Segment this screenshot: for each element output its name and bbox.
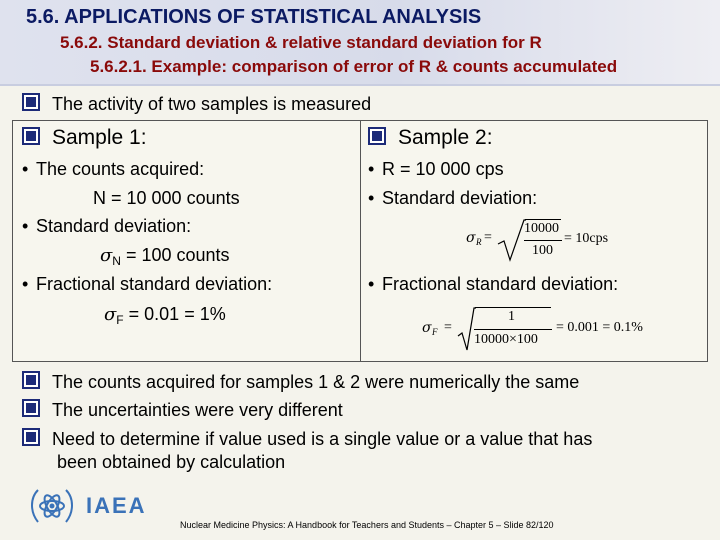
- point-1-text: The counts acquired for samples 1 & 2 were numerically the same: [52, 372, 580, 392]
- formula1-numerator: 10000: [524, 221, 559, 236]
- sample1-counts-label-text: The counts acquired:: [36, 159, 205, 179]
- sample1-sd-value-text: = 100 counts: [120, 245, 230, 265]
- sample1-sd-value: $\sigma_N = 100$ counts: [100, 245, 230, 268]
- sample1-counts-value: N = 10 000 counts: [93, 188, 240, 208]
- checkbox-bullet-icon: [22, 127, 40, 145]
- iaea-logo-icon: [28, 482, 76, 530]
- sample1-sd-label-text: Standard deviation:: [36, 216, 192, 236]
- point-3: [22, 428, 592, 450]
- sample2-sd-label: • Standard deviation:: [368, 188, 538, 208]
- sigma-subscript-n: N: [112, 254, 121, 268]
- sample2-rate: • R = 10 000 cps: [368, 159, 504, 179]
- slide-subtitle: 5.6.2. Standard deviation & relative standard deviation for R: [60, 33, 542, 52]
- checkbox-bullet-icon: [368, 127, 386, 145]
- checkbox-bullet-icon: [22, 371, 40, 389]
- slide-title: 5.6. APPLICATIONS OF STATISTICAL ANALYSIS: [26, 6, 482, 28]
- intro-line: [22, 93, 371, 115]
- sample1-title: [22, 126, 147, 150]
- sample1-fsd-value: $\sigma_F = 0.01 = 1\%$: [104, 304, 226, 327]
- equals-sign: =: [484, 230, 492, 245]
- sample2-rate-text: R = 10 000 cps: [382, 159, 504, 179]
- checkbox-bullet-icon: [22, 428, 40, 446]
- checkbox-bullet-icon: [22, 399, 40, 417]
- sigma-r-formula: [466, 218, 636, 262]
- formula1-result: = 10cps: [564, 231, 609, 246]
- fraction-bar: [524, 240, 562, 241]
- iaea-logo-text: IAEA: [86, 493, 147, 518]
- formula1-denominator: 100: [532, 243, 553, 258]
- footer-citation: Nuclear Medicine Physics: A Handbook for Teachers and Students – Chapter 5 – Slide 82/120: [180, 520, 554, 530]
- sample2-sd-label-text: Standard deviation:: [382, 188, 538, 208]
- sample2-fsd-label: • Fractional standard deviation:: [368, 274, 619, 294]
- sqrt-icon: [456, 306, 476, 352]
- sigma-f-subscript: F: [432, 327, 438, 337]
- checkbox-bullet-icon: [22, 93, 40, 111]
- slide-subsubtitle: 5.6.2.1. Example: comparison of error of R & counts accumulated: [90, 57, 618, 76]
- sigma-symbol: σ: [422, 320, 432, 336]
- equals-sign: =: [444, 320, 452, 335]
- slide-header: [0, 0, 720, 86]
- point-3-text: Need to determine if value used is a single value or a value that has: [52, 429, 593, 449]
- sample2-title: [368, 126, 493, 150]
- sample1-fsd-label: • Fractional standard deviation:: [22, 274, 273, 294]
- sigma-subscript-f: F: [116, 313, 124, 327]
- sample2-fsd-label-text: Fractional standard deviation:: [382, 274, 619, 294]
- formula2-numerator: 1: [508, 309, 515, 324]
- sample1-fsd-value-text: = 0.01 = 1%: [123, 304, 226, 324]
- point-2-text: The uncertainties were very different: [52, 400, 343, 420]
- sigma-symbol: σ: [466, 230, 476, 246]
- fraction-bar: [474, 329, 552, 330]
- sample1-title-text: Sample 1:: [52, 126, 147, 149]
- sample1-sd-label: • Standard deviation:: [22, 216, 192, 236]
- point-2: [22, 399, 343, 421]
- sample2-title-text: Sample 2:: [398, 126, 493, 149]
- sigma-f-formula: [422, 306, 662, 352]
- sample1-fsd-label-text: Fractional standard deviation:: [36, 274, 273, 294]
- intro-text: The activity of two samples is measured: [52, 94, 372, 114]
- formula2-denominator: 10000×100: [474, 332, 538, 347]
- sample1-counts-label: • The counts acquired:: [22, 159, 205, 179]
- sigma-r-subscript: R: [476, 237, 482, 247]
- point-1: [22, 371, 579, 393]
- formula2-result: = 0.001 = 0.1%: [556, 320, 643, 335]
- point-3-continuation: been obtained by calculation: [57, 452, 286, 472]
- samples-divider: [360, 120, 361, 361]
